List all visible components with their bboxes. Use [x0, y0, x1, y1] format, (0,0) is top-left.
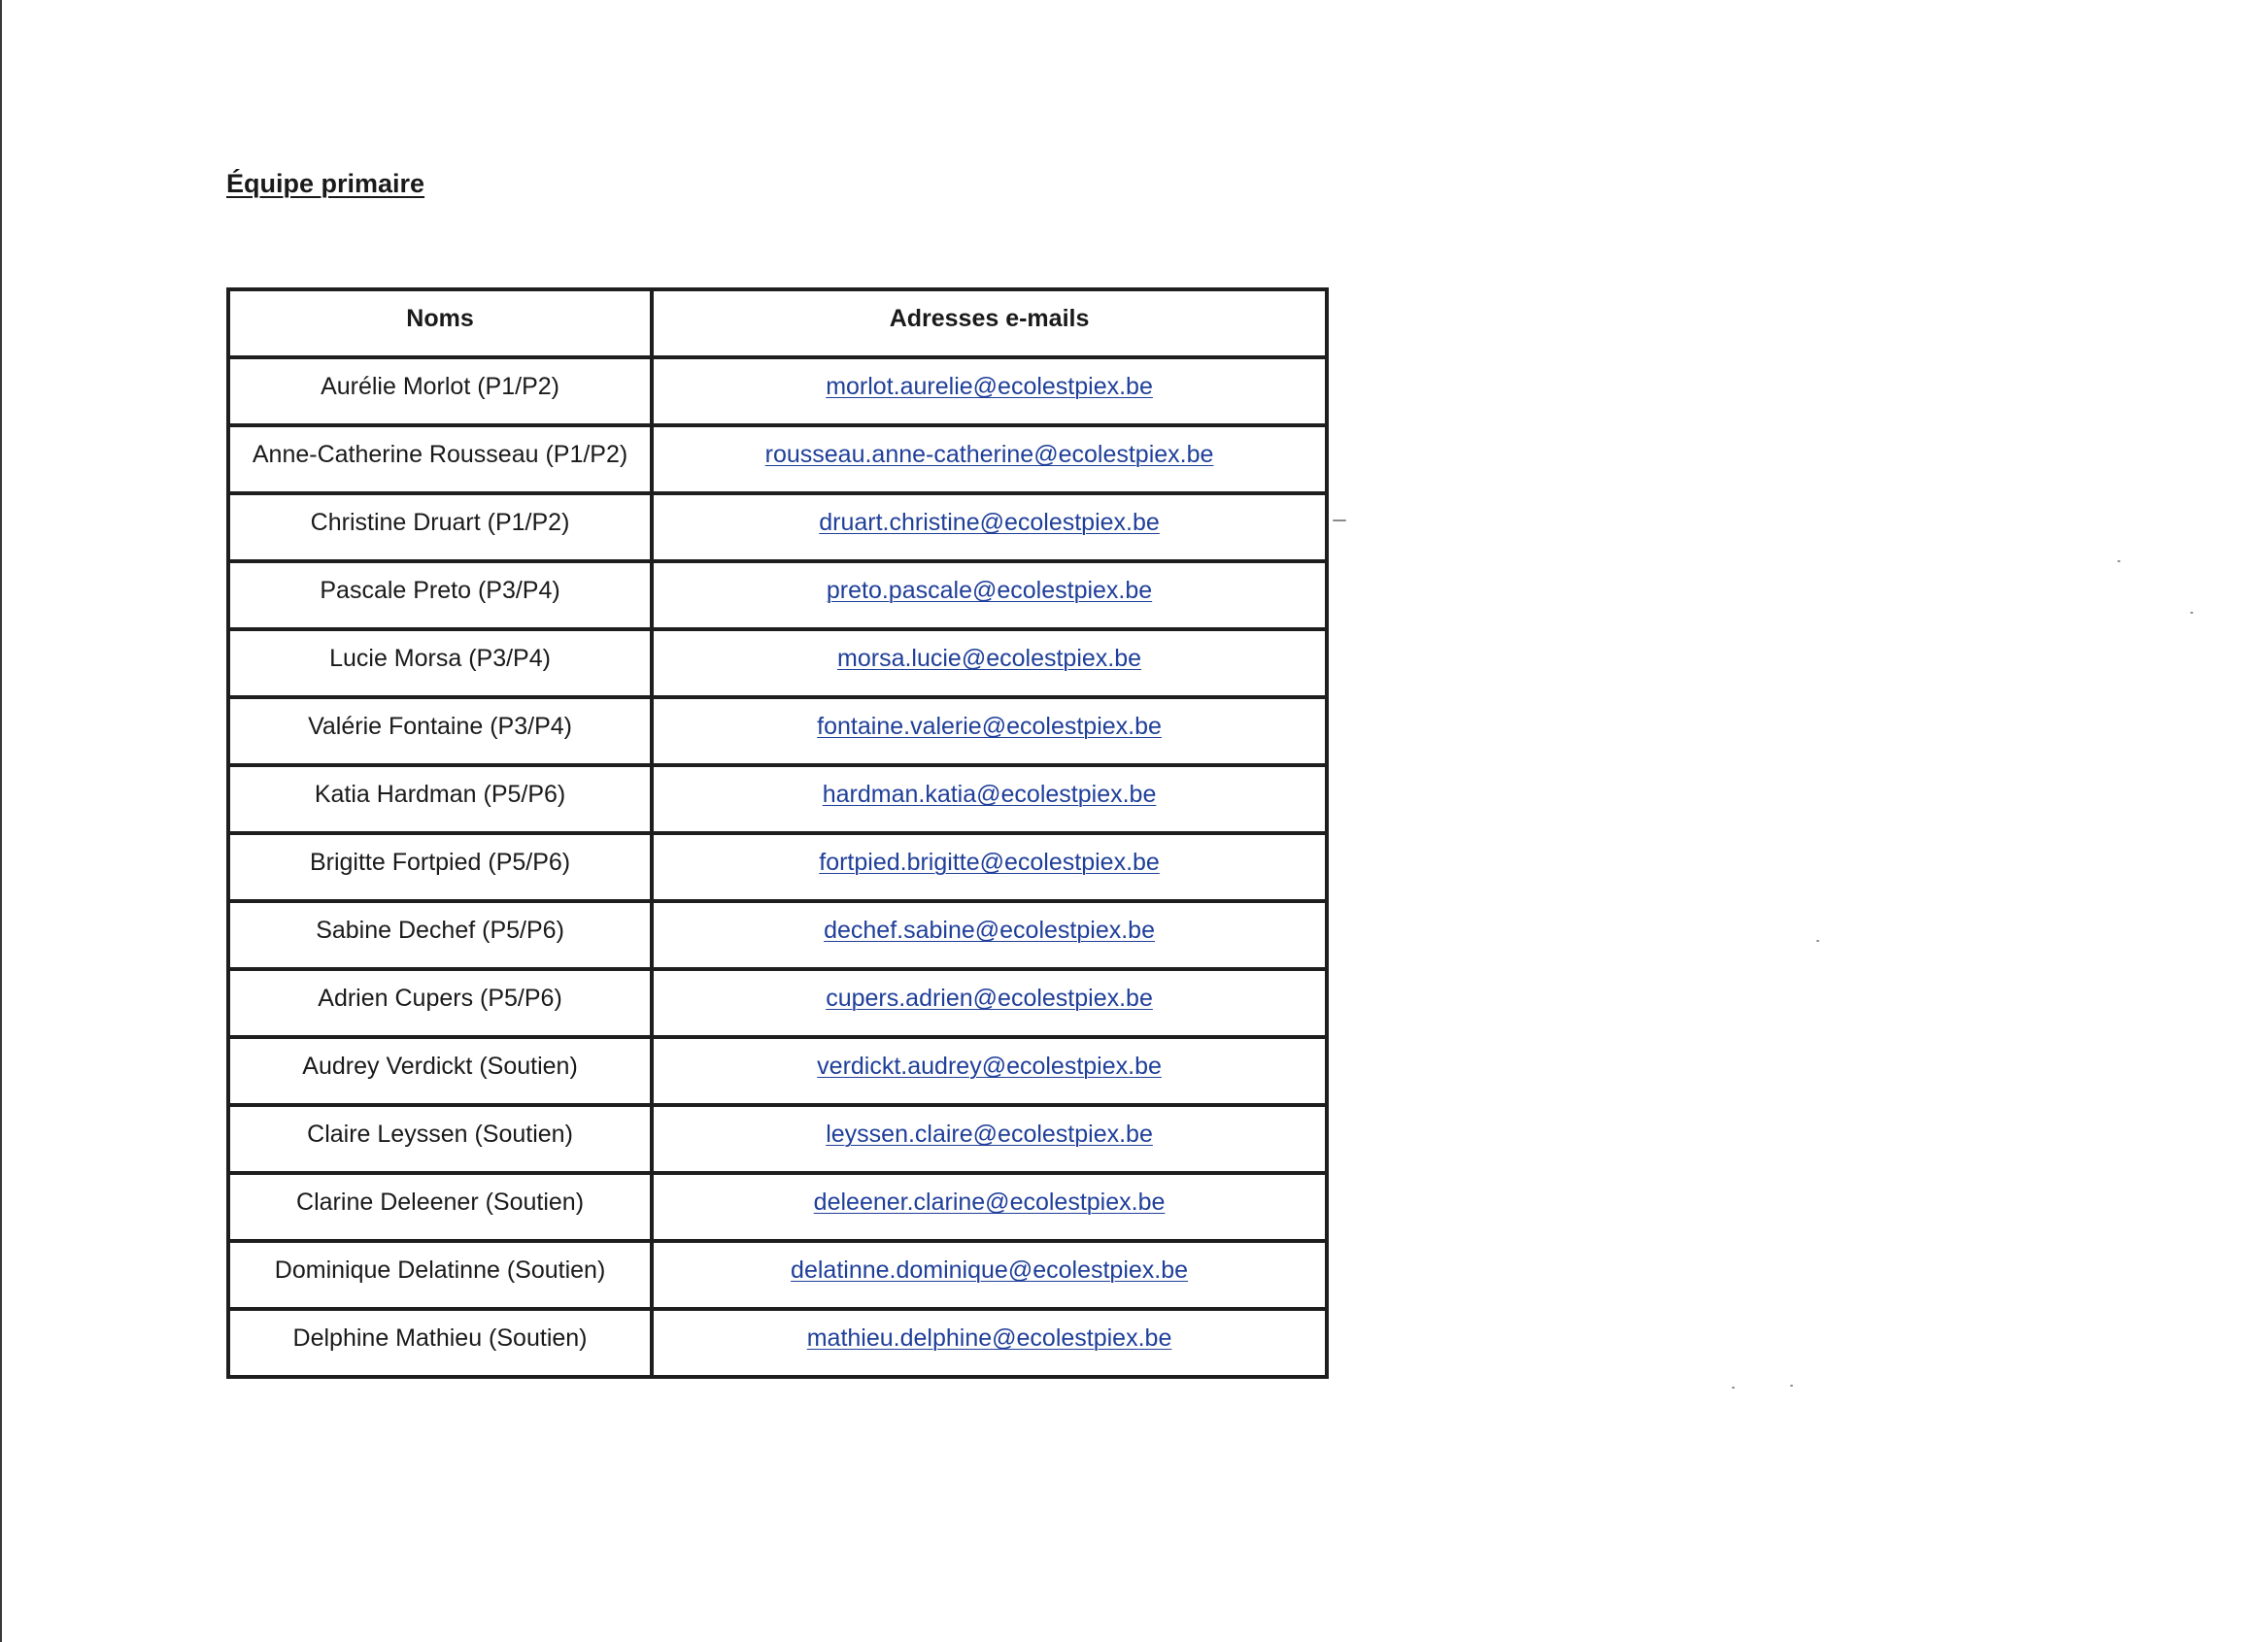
table-row [228, 357, 1327, 425]
email-link[interactable]: morsa.lucie@ecolestpiex.be [837, 645, 1142, 672]
teacher-name: Katia Hardman (P5/P6) [228, 765, 652, 833]
teacher-name: Delphine Mathieu (Soutien) [228, 1309, 652, 1377]
email-link[interactable]: fontaine.valerie@ecolestpiex.be [817, 713, 1162, 740]
email-cell [652, 1173, 1327, 1241]
email-cell [652, 1105, 1327, 1173]
table-row [228, 629, 1327, 697]
email-cell [652, 357, 1327, 425]
email-link[interactable]: deleener.clarine@ecolestpiex.be [813, 1189, 1166, 1216]
table-row [228, 1173, 1327, 1241]
table-row [228, 765, 1327, 833]
table-row [228, 1241, 1327, 1309]
scan-speck [1732, 1387, 1735, 1389]
email-link[interactable]: preto.pascale@ecolestpiex.be [826, 577, 1153, 604]
teacher-name: Valérie Fontaine (P3/P4) [228, 697, 652, 765]
scan-speck [1333, 519, 1346, 521]
table-row [228, 833, 1327, 901]
teacher-name: Pascale Preto (P3/P4) [228, 561, 652, 629]
page-title: Équipe primaire [226, 169, 425, 198]
email-cell [652, 493, 1327, 561]
table-row [228, 1037, 1327, 1105]
teacher-name: Aurélie Morlot (P1/P2) [228, 357, 652, 425]
email-link[interactable]: dechef.sabine@ecolestpiex.be [824, 917, 1155, 944]
table-row [228, 425, 1327, 493]
email-cell [652, 425, 1327, 493]
teacher-name: Christine Druart (P1/P2) [228, 493, 652, 561]
email-cell [652, 629, 1327, 697]
email-cell [652, 1037, 1327, 1105]
email-link[interactable]: hardman.katia@ecolestpiex.be [822, 781, 1157, 808]
teacher-name: Dominique Delatinne (Soutien) [228, 1241, 652, 1309]
email-link[interactable]: delatinne.dominique@ecolestpiex.be [791, 1257, 1189, 1284]
teacher-name: Claire Leyssen (Soutien) [228, 1105, 652, 1173]
table-row [228, 969, 1327, 1037]
column-header-names: Noms [228, 289, 652, 357]
table-row [228, 1105, 1327, 1173]
email-cell [652, 697, 1327, 765]
email-link[interactable]: leyssen.claire@ecolestpiex.be [826, 1121, 1153, 1148]
email-link[interactable]: mathieu.delphine@ecolestpiex.be [806, 1324, 1172, 1352]
table-row [228, 1309, 1327, 1377]
contacts-table [226, 287, 1329, 1379]
table-row [228, 561, 1327, 629]
scan-page-edge [0, 0, 2, 1642]
teacher-name: Lucie Morsa (P3/P4) [228, 629, 652, 697]
email-cell [652, 833, 1327, 901]
email-cell [652, 969, 1327, 1037]
email-cell [652, 901, 1327, 969]
scan-speck [2117, 560, 2120, 562]
teacher-name: Anne-Catherine Rousseau (P1/P2) [228, 425, 652, 493]
email-link[interactable]: rousseau.anne-catherine@ecolestpiex.be [764, 441, 1214, 468]
email-link[interactable]: morlot.aurelie@ecolestpiex.be [826, 373, 1153, 400]
column-header-emails: Adresses e-mails [652, 289, 1327, 357]
email-link[interactable]: druart.christine@ecolestpiex.be [819, 509, 1160, 536]
email-link[interactable]: fortpied.brigitte@ecolestpiex.be [819, 849, 1160, 876]
table-header-row [228, 289, 1327, 357]
teacher-name: Adrien Cupers (P5/P6) [228, 969, 652, 1037]
email-cell [652, 765, 1327, 833]
table-row [228, 901, 1327, 969]
teacher-name: Brigitte Fortpied (P5/P6) [228, 833, 652, 901]
email-link[interactable]: verdickt.audrey@ecolestpiex.be [817, 1053, 1162, 1080]
email-cell [652, 561, 1327, 629]
table-row [228, 697, 1327, 765]
scan-speck [1790, 1385, 1793, 1387]
email-cell [652, 1309, 1327, 1377]
teacher-name: Clarine Deleener (Soutien) [228, 1173, 652, 1241]
table-row [228, 493, 1327, 561]
teacher-name: Audrey Verdickt (Soutien) [228, 1037, 652, 1105]
scan-speck [1816, 940, 1819, 942]
scan-speck [2190, 612, 2193, 614]
teacher-name: Sabine Dechef (P5/P6) [228, 901, 652, 969]
email-cell [652, 1241, 1327, 1309]
email-link[interactable]: cupers.adrien@ecolestpiex.be [826, 985, 1153, 1012]
